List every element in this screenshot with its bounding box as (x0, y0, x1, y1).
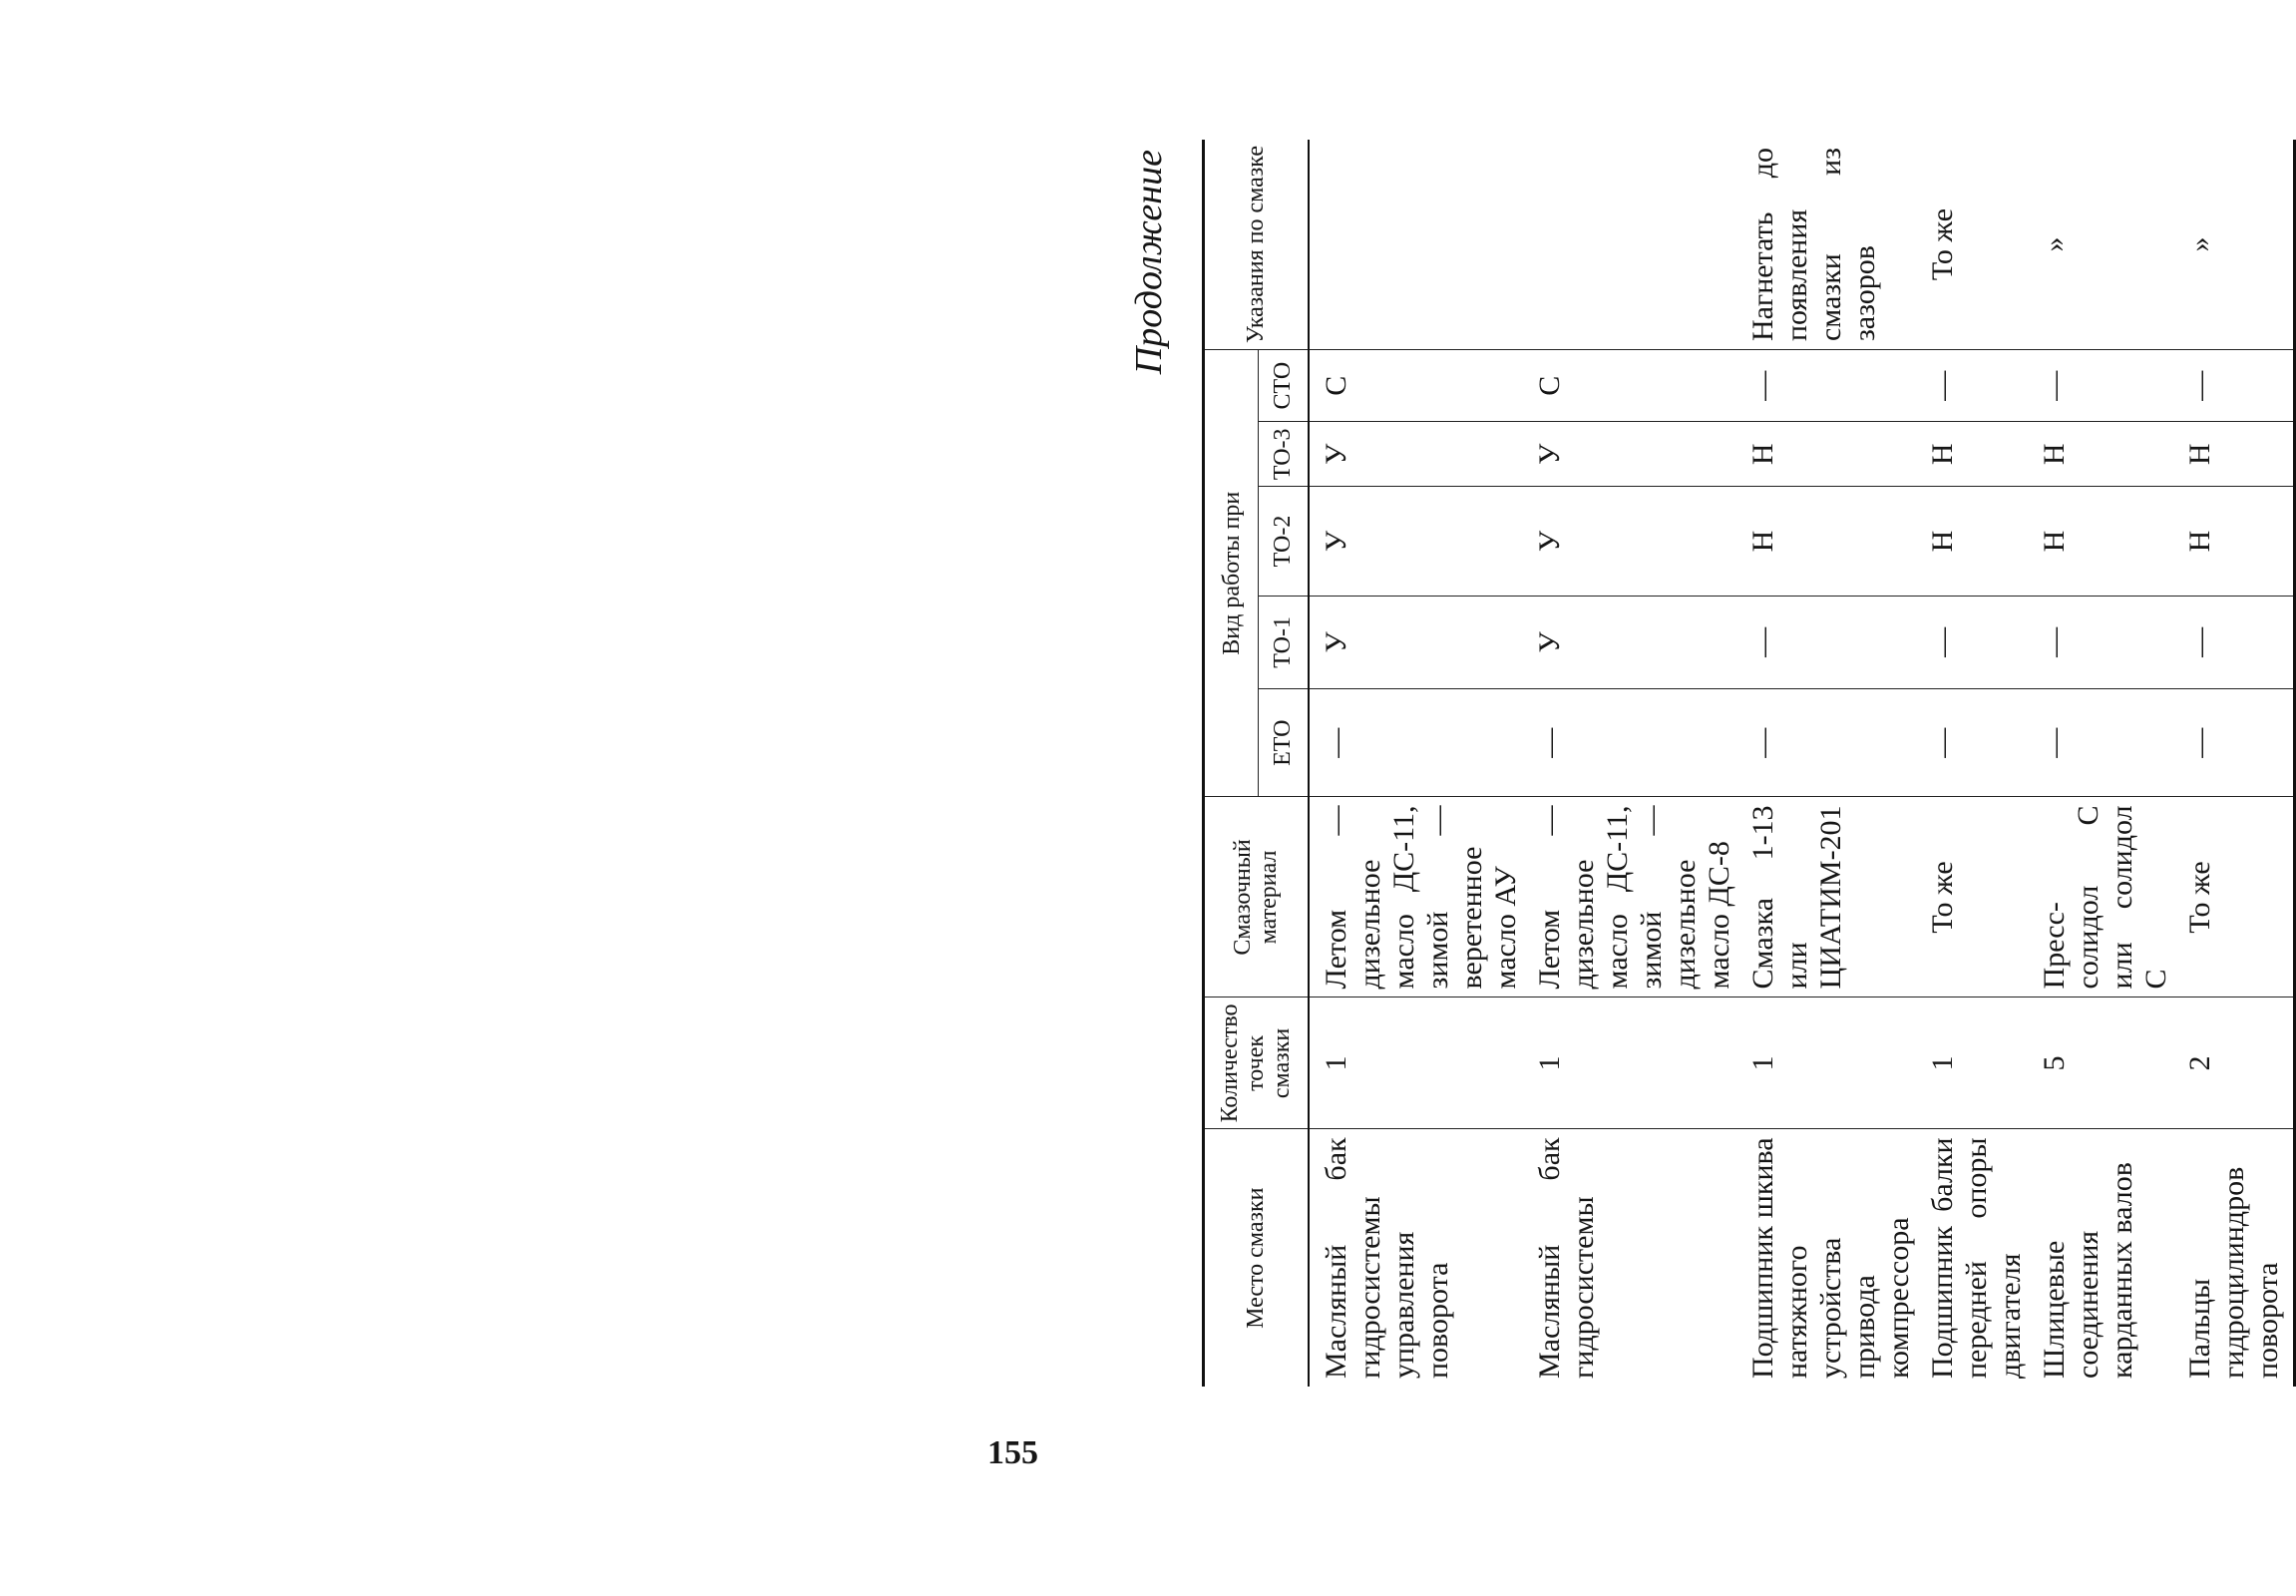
header-to3: ТО-3 (1259, 422, 1309, 487)
header-work-type: Вид работы при (1204, 350, 1259, 797)
lubrication-table (1202, 140, 2296, 1387)
header-notes: Указания по смазке (1204, 140, 1309, 350)
cell-sto: — (1736, 350, 1916, 422)
cell-to2: Н (2028, 487, 2173, 596)
cell-sto: — (2173, 350, 2295, 422)
cell-to1: У (1523, 596, 1736, 688)
cell-count: 1 (1916, 998, 2028, 1129)
cell-sto: С (1523, 350, 1736, 422)
cell-note (1523, 140, 1736, 350)
cell-to1: — (1916, 596, 2028, 688)
cell-eto: — (1309, 688, 1523, 796)
cell-to3: Н (1916, 422, 2028, 487)
table-row (1523, 140, 1736, 1387)
cell-to1: У (1309, 596, 1523, 688)
cell-to2: У (1523, 487, 1736, 596)
cell-place: Подшипник шкива натяжного устройства привода компрессора (1736, 1129, 1916, 1387)
cell-material: То же (2173, 797, 2295, 998)
cell-count: 1 (1736, 998, 1916, 1129)
cell-place: Шлицевые соединения карданных валов (2028, 1129, 2173, 1387)
cell-note: » (2173, 140, 2295, 350)
cell-note: То же (1916, 140, 2028, 350)
table-row (2028, 140, 2173, 1387)
cell-place: Пальцы гидроцилиндров поворота (2173, 1129, 2295, 1387)
cell-count: 1 (1523, 998, 1736, 1129)
cell-note: Нагнетать до появления смазки из зазоров (1736, 140, 1916, 350)
cell-sto: С (1309, 350, 1523, 422)
cell-to1: — (2173, 596, 2295, 688)
cell-eto: — (1523, 688, 1736, 796)
cell-sto: — (2028, 350, 2173, 422)
header-to1: ТО-1 (1259, 596, 1309, 688)
cell-to3: Н (2028, 422, 2173, 487)
cell-count: 5 (2028, 998, 2173, 1129)
cell-to3: Н (1736, 422, 1916, 487)
cell-to3: У (1523, 422, 1736, 487)
cell-note: » (2028, 140, 2173, 350)
cell-place: Подшипник балки передней опоры двигателя (1916, 1129, 2028, 1387)
header-count: Количество точек смазки (1204, 998, 1309, 1129)
cell-to2: У (1309, 487, 1523, 596)
cell-eto: — (1736, 688, 1916, 796)
cell-note (1309, 140, 1523, 350)
header-material: Смазочный материал (1204, 797, 1309, 998)
cell-material: Смазка 1-13 или ЦИАТИМ-201 (1736, 797, 1916, 998)
cell-to2: Н (1736, 487, 1916, 596)
cell-to2: Н (1916, 487, 2028, 596)
header-to2: ТО-2 (1259, 487, 1309, 596)
cell-material: То же (1916, 797, 2028, 998)
cell-sto: — (1916, 350, 2028, 422)
header-place: Место смазки (1204, 1129, 1309, 1387)
cell-eto: — (1916, 688, 2028, 796)
table-row (1916, 140, 2028, 1387)
cell-material: Пресс-солидол С или солидол С (2028, 797, 2173, 998)
rotated-table-page (1127, 130, 2284, 1416)
cell-count: 2 (2173, 998, 2295, 1129)
cell-count: 1 (1309, 998, 1523, 1129)
cell-eto: — (2173, 688, 2295, 796)
cell-to3: У (1309, 422, 1523, 487)
cell-place: Масляный бак гидросистемы управления поворота (1309, 1129, 1523, 1387)
header-eto: ЕТО (1259, 688, 1309, 796)
table-row (1736, 140, 1916, 1387)
table-row (2173, 140, 2295, 1387)
cell-to3: Н (2173, 422, 2295, 487)
cell-to1: — (2028, 596, 2173, 688)
page-number: 155 (987, 1434, 1038, 1471)
cell-to2: Н (2173, 487, 2295, 596)
cell-material: Летом — дизельное масло ДС-11, зимой — дизельное масло ДС-8 (1523, 797, 1736, 998)
continuation-caption: Продолжение (1128, 150, 1170, 375)
cell-place: Масляный бак гидросистемы (1523, 1129, 1736, 1387)
cell-eto: — (2028, 688, 2173, 796)
cell-to1: — (1736, 596, 1916, 688)
table-row (1309, 140, 1523, 1387)
cell-material: Летом — дизельное масло ДС-11, зимой — веретенное масло АУ (1309, 797, 1523, 998)
header-sto: СТО (1259, 350, 1309, 422)
